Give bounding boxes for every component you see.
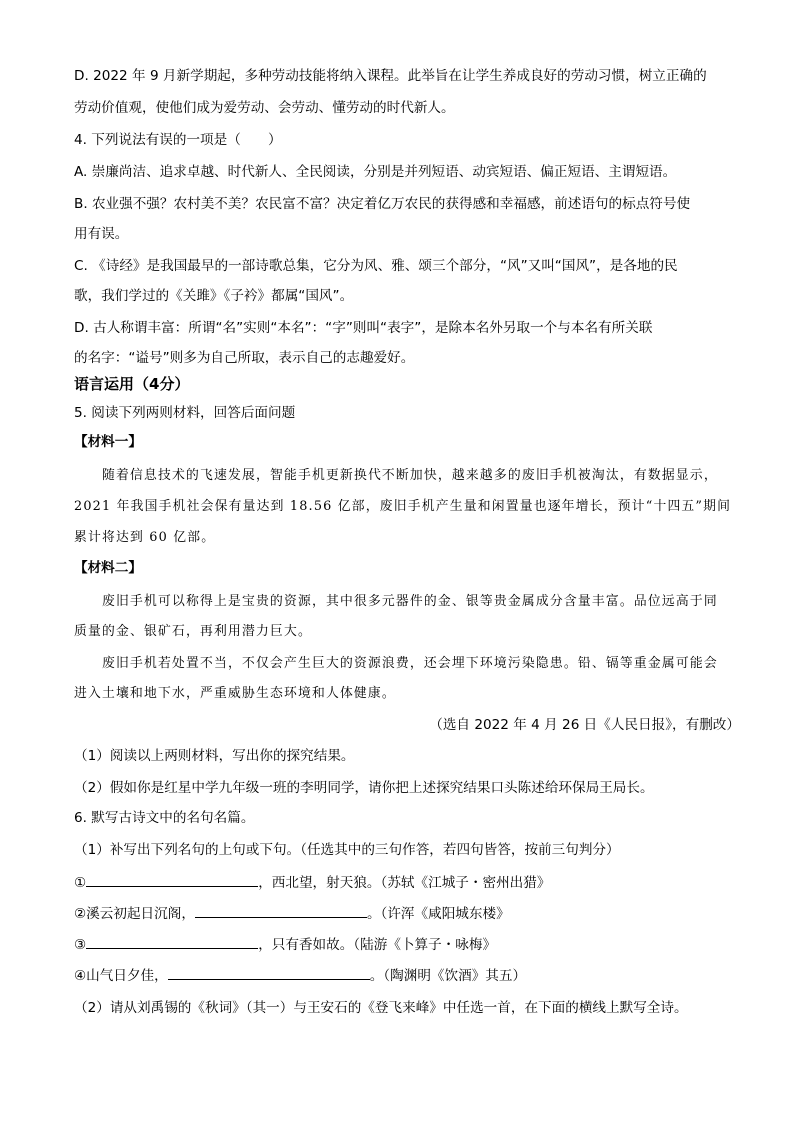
fill-2-text: ②溪云初起日沉阁， [74, 906, 195, 922]
option-d-line-2: 劳动价值观，使他们成为爱劳动、会劳动、懂劳动的时代新人。 [74, 100, 455, 116]
fill-1-number: ① [74, 875, 87, 891]
fill-3-text: ，只有香如故。（陆游《卜算子・咏梅》 [258, 937, 497, 953]
material-2-line-4: 进入土壤和地下水，严重威胁生态环境和人体健康。 [74, 686, 396, 701]
option-d-line-1: D. 2022 年 9 月新学期起，多种劳动技能将纳入课程。此举旨在让学生养成良好的劳动习惯，树立正确的 [74, 68, 707, 84]
material-source: （选自 2022 年 4 月 26 日《人民日报》，有删改） [429, 717, 740, 733]
material-2-line-1: 废旧手机可以称得上是宝贵的资源，其中很多元器件的金、银等贵金属成分含量丰富。品位远高于同 [102, 594, 718, 609]
material-2-title: 【材料二】 [74, 560, 142, 576]
fill-1-text: ，西北望，射天狼。（苏轼《江城子・密州出猎》 [258, 875, 551, 891]
question-6-part-2: （2）请从刘禹锡的《秋词》（其一）与王安石的《登飞来峰》中任选一首，在下面的横线上默写全诗。 [74, 1000, 688, 1016]
fill-blank-line-2 [74, 903, 510, 924]
fill-blank-line-1 [74, 872, 550, 893]
answer-blank-1[interactable] [86, 872, 258, 887]
material-1-line-1: 随着信息技术的飞速发展，智能手机更新换代不断加快，越来越多的废旧手机被淘汰，有数据显示， [102, 468, 718, 483]
section-heading: 语言运用（4分） [74, 375, 190, 393]
answer-blank-4[interactable] [168, 965, 370, 980]
material-1-title: 【材料一】 [74, 434, 142, 450]
question-6-part-1: （1）补写出下列名句的上句或下句。（任选其中的三句作答，若四句皆答，按前三句判分） [74, 842, 620, 858]
fill-4-source: 。（陶渊明《饮酒》其五） [369, 968, 527, 984]
fill-3-number: ③ [74, 937, 87, 953]
material-1-line-2: 2021 年我国手机社会保有量达到 18.56 亿部，废旧手机产生量和闲置量也逐年增长，预计“十四五”期间 [74, 499, 732, 514]
answer-blank-2[interactable] [195, 903, 367, 918]
question-4-option-c-line-2: 歌，我们学过的《关雎》《子衿》都属“国风”。 [74, 288, 354, 304]
fill-blank-line-4 [74, 965, 526, 986]
question-4-option-d-line-1: D. 古人称谓丰富：所谓“名”实则“本名”：“字”则叫“表字”，是除本名外另取一个与本名有所关联 [74, 320, 653, 336]
fill-2-source: 。（许浑《咸阳城东楼》 [366, 906, 510, 922]
question-4-option-b-line-2: 用有误。 [74, 226, 129, 242]
question-4-option-d-line-2: 的名字：“谥号”则多为自己所取，表示自己的志趣爱好。 [74, 350, 415, 366]
question-4-title: 4. 下列说法有误的一项是（ ） [74, 132, 282, 148]
question-4-option-a: A. 崇廉尚洁、追求卓越、时代新人、全民阅读，分别是并列短语、动宾短语、偏正短语、主谓短语。 [74, 164, 677, 180]
fill-4-text: ④山气日夕佳， [74, 968, 168, 984]
question-4-option-c-line-1: C. 《诗经》是我国最早的一部诗歌总集，它分为风、雅、颂三个部分，“风”又叫“国风”，是各地的民 [74, 258, 678, 274]
answer-blank-3[interactable] [86, 934, 258, 949]
question-6-title: 6. 默写古诗文中的名句名篇。 [74, 810, 255, 826]
material-2-line-2: 质量的金、银矿石，再利用潜力巨大。 [74, 624, 312, 639]
question-5-part-2: （2）假如你是红星中学九年级一班的李明同学，请你把上述探究结果口头陈述给环保局王局长。 [74, 780, 654, 796]
question-5-part-1: （1）阅读以上两则材料，写出你的探究结果。 [74, 748, 355, 764]
fill-blank-line-3 [74, 934, 496, 955]
material-2-line-3: 废旧手机若处置不当，不仅会产生巨大的资源浪费，还会埋下环境污染隐患。铅、镉等重金属可能会 [102, 656, 718, 671]
question-4-option-b-line-1: B. 农业强不强？农村美不美？农民富不富？决定着亿万农民的获得感和幸福感，前述语句的标点符号使 [74, 196, 691, 212]
question-5-title: 5. 阅读下列两则材料，回答后面问题 [74, 405, 296, 421]
material-1-line-3: 累计将达到 60 亿部。 [74, 530, 216, 545]
